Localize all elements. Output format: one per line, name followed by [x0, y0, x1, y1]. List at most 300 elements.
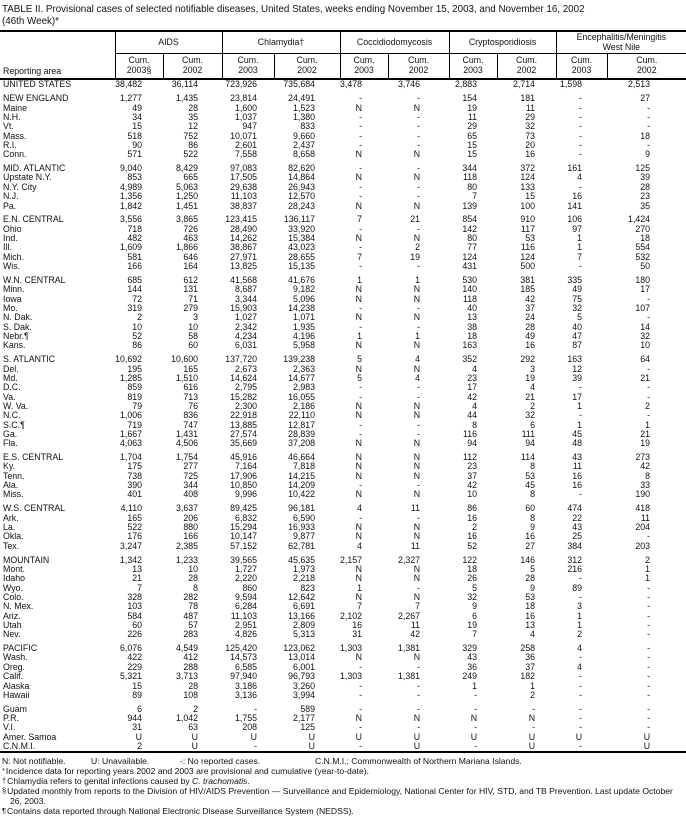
value-cell: 97,083: [230, 163, 258, 174]
footnote-chlamydia: †Chlamydia refers to genital infections caused by C. trachomatis.: [2, 776, 250, 787]
value-cell: -: [579, 680, 583, 691]
value-cell: 7,818: [293, 461, 316, 472]
value-cell: 4: [472, 363, 478, 374]
value-cell: 23,814: [230, 93, 258, 104]
table-title: [0, 0, 686, 30]
value-cell: 11: [640, 512, 651, 523]
value-cell: 181: [520, 93, 536, 104]
row-label: Pa.: [3, 200, 17, 211]
value-cell: 685: [127, 274, 142, 285]
value-cell: 3,556: [119, 214, 142, 225]
value-cell: -: [579, 722, 583, 733]
value-cell: N: [413, 573, 421, 584]
value-cell: 2: [530, 400, 536, 411]
value-cell: -: [417, 121, 421, 132]
row-label: R.I.: [3, 139, 17, 150]
value-cell: 1: [415, 274, 421, 285]
value-cell: 3: [193, 312, 199, 323]
value-cell: -: [579, 652, 583, 663]
value-cell: -: [579, 489, 583, 500]
value-cell: 3,713: [176, 671, 199, 682]
value-cell: 482: [127, 233, 142, 244]
value-cell: N: [355, 340, 363, 351]
value-cell: 20: [525, 139, 536, 150]
value-cell: 408: [183, 489, 199, 500]
column-group-west-nile-line1: Encephalitis/Meningitis: [576, 32, 667, 42]
value-cell: 5: [357, 354, 363, 365]
value-cell: 9,660: [293, 130, 316, 141]
value-cell: -: [647, 363, 651, 374]
table-row: [0, 141, 686, 150]
row-label: V.I.: [3, 722, 16, 733]
value-cell: 2,102: [340, 610, 363, 621]
value-cell: 1,037: [235, 111, 258, 122]
subheader-chlamydia-cum-2002: Cum. 2002: [274, 54, 340, 80]
value-cell: N: [355, 652, 363, 663]
value-cell: 124: [520, 172, 536, 183]
value-cell: 10,692: [115, 354, 142, 365]
table-row: [0, 132, 686, 141]
value-cell: 32: [572, 302, 583, 313]
value-cell: -: [359, 680, 363, 691]
value-cell: 36: [467, 661, 478, 672]
value-cell: 31: [132, 722, 142, 733]
value-cell: 612: [183, 274, 199, 285]
value-cell: 15: [467, 149, 478, 160]
value-cell: N: [413, 200, 421, 211]
value-cell: 2,220: [235, 573, 258, 584]
value-cell: -: [417, 93, 421, 104]
value-cell: U: [575, 731, 583, 742]
value-cell: 77: [467, 242, 478, 253]
value-cell: 24: [525, 312, 536, 323]
value-cell: N: [355, 400, 363, 411]
value-cell: -: [647, 689, 651, 700]
value-cell: 10: [188, 321, 199, 332]
row-label: Ga.: [3, 428, 18, 439]
value-cell: 29,638: [230, 181, 258, 192]
value-cell: 11: [410, 540, 421, 551]
value-cell: 86: [188, 139, 199, 150]
value-cell: 39,565: [230, 554, 258, 565]
value-cell: -: [579, 382, 583, 393]
value-cell: 665: [183, 172, 199, 183]
row-label: Tex.: [3, 540, 20, 551]
value-cell: 16: [352, 619, 363, 630]
value-cell: -: [359, 181, 363, 192]
value-cell: 94: [467, 438, 478, 449]
table-row: [0, 449, 686, 463]
value-cell: U: [643, 741, 651, 752]
value-cell: -: [417, 223, 421, 234]
column-group-chlamydia: Chlamydia†: [222, 31, 340, 54]
value-cell: 78: [188, 601, 199, 612]
value-cell: 14,864: [288, 172, 316, 183]
column-group-coccidiodomycosis: Coccidiodomycosis: [340, 31, 449, 54]
value-cell: 3,994: [293, 689, 316, 700]
value-cell: 32: [467, 591, 478, 602]
value-cell: 117: [521, 223, 536, 234]
value-cell: -: [359, 93, 363, 104]
value-cell: -: [579, 102, 583, 113]
row-label: E.N. CENTRAL: [3, 214, 64, 225]
value-cell: 36: [525, 652, 536, 663]
value-cell: 1,381: [398, 671, 421, 682]
row-label: Mass.: [3, 130, 27, 141]
value-cell: -: [359, 382, 363, 393]
value-cell: 474: [567, 503, 583, 514]
value-cell: 1,600: [235, 102, 258, 113]
value-cell: 1: [577, 233, 583, 244]
value-cell: 16: [572, 470, 583, 481]
value-cell: 166: [183, 531, 199, 542]
value-cell: 133: [520, 181, 536, 192]
value-cell: -: [417, 181, 421, 192]
value-cell: 37: [525, 302, 536, 313]
footnote-aids-update: §Updated monthly from reports to the Division of HIV/AIDS Prevention — Surveillance and Epidemiology, National Center for HIV, STD, and TB Prevention. Last update October 26, 2003.: [2, 786, 673, 807]
value-cell: 28: [188, 573, 199, 584]
table-row: [0, 621, 686, 630]
value-cell: 125: [635, 163, 651, 174]
value-cell: 9: [472, 601, 478, 612]
row-label: N.H.: [3, 111, 21, 122]
value-cell: 146: [520, 554, 536, 565]
value-cell: 27,971: [230, 251, 258, 262]
value-cell: N: [413, 461, 421, 472]
value-cell: N: [413, 591, 421, 602]
value-cell: 11,103: [230, 191, 258, 202]
value-cell: 97,940: [230, 671, 258, 682]
row-label: Utah: [3, 619, 22, 630]
row-label: Amer. Samoa: [3, 731, 57, 742]
value-cell: 125,420: [225, 643, 258, 654]
subheader-cryptosporidiosis-cum-2002: Cum. 2002: [497, 54, 556, 80]
value-cell: -: [359, 419, 363, 430]
legend-not-notifiable: N: Not notifiable.: [2, 756, 66, 767]
value-cell: 8: [193, 582, 199, 593]
value-cell: 279: [183, 302, 199, 313]
table-row: [0, 542, 686, 551]
value-cell: 38: [467, 321, 478, 332]
value-cell: 11: [467, 111, 478, 122]
value-cell: 9: [530, 522, 536, 532]
value-cell: 8: [645, 470, 651, 481]
value-cell: N: [413, 312, 421, 323]
value-cell: 72: [132, 293, 142, 304]
value-cell: 390: [127, 480, 142, 491]
row-label: Miss.: [3, 489, 24, 500]
subheader-west-nile-cum-2003: Cum. 2003: [556, 54, 607, 80]
value-cell: 180: [635, 274, 651, 285]
value-cell: 89,425: [230, 503, 258, 514]
table-row: [0, 304, 686, 313]
value-cell: 12: [188, 121, 199, 132]
value-cell: 532: [635, 251, 651, 262]
value-cell: 854: [462, 214, 478, 225]
value-cell: 114: [521, 452, 536, 463]
value-cell: 175: [127, 461, 142, 472]
value-cell: 34: [132, 111, 142, 122]
footnote-incidence: *Incidence data for reporting years 2002 and 2003 are provisional and cumulative (year-to-date).: [2, 766, 369, 777]
value-cell: 1,435: [176, 93, 199, 104]
value-cell: 42: [640, 461, 651, 472]
value-cell: -: [359, 391, 363, 402]
value-cell: 8,658: [293, 149, 316, 160]
value-cell: -: [647, 531, 651, 542]
value-cell: -: [417, 321, 421, 332]
value-cell: -: [417, 703, 421, 714]
value-cell: 28: [188, 680, 199, 691]
value-cell: 24,491: [288, 93, 316, 104]
value-cell: 103: [127, 601, 142, 612]
value-cell: 616: [183, 382, 199, 393]
value-cell: 80: [467, 181, 478, 192]
value-cell: 2,218: [293, 573, 316, 584]
table-row: [0, 192, 686, 201]
value-cell: 11: [572, 461, 583, 472]
value-cell: -: [647, 610, 651, 621]
value-cell: 23: [640, 191, 651, 202]
value-cell: 14,209: [288, 480, 316, 491]
value-cell: 13: [132, 563, 142, 574]
value-cell: 1,451: [176, 200, 199, 211]
value-cell: 19: [467, 102, 478, 113]
table-row: [0, 682, 686, 691]
table-row: [0, 211, 686, 225]
value-cell: 2,437: [293, 139, 316, 150]
value-cell: 58: [188, 330, 199, 341]
value-cell: 4: [530, 382, 536, 393]
row-label: N.C.: [3, 410, 21, 421]
table-row: [0, 723, 686, 732]
row-label: Ky.: [3, 461, 16, 472]
value-cell: 273: [635, 452, 651, 463]
value-cell: 352: [462, 354, 478, 365]
value-cell: 589: [300, 703, 316, 714]
value-cell: 19: [410, 251, 421, 262]
value-cell: 4: [577, 661, 583, 672]
value-cell: 384: [567, 540, 583, 551]
value-cell: 1,303: [340, 671, 363, 682]
value-cell: 8,429: [176, 163, 199, 174]
row-label: Kans.: [3, 340, 26, 351]
value-cell: 11,103: [230, 610, 258, 621]
value-cell: 522: [183, 149, 199, 160]
value-cell: 1,704: [119, 452, 142, 463]
value-cell: N: [413, 284, 421, 295]
value-cell: -: [647, 643, 651, 654]
value-cell: 2: [577, 629, 583, 640]
value-cell: 1,973: [293, 563, 316, 574]
value-cell: 16: [467, 531, 478, 542]
value-cell: 6,585: [235, 661, 258, 672]
value-cell: 2,983: [293, 382, 316, 393]
value-cell: 21: [640, 372, 651, 383]
value-cell: 49: [572, 284, 583, 295]
table-row: [0, 393, 686, 402]
value-cell: 49: [525, 330, 536, 341]
value-cell: 40: [467, 302, 478, 313]
value-cell: N: [355, 293, 363, 304]
value-cell: 19: [525, 372, 536, 383]
value-cell: 3,260: [293, 680, 316, 691]
row-label: Wis.: [3, 261, 21, 272]
value-cell: -: [579, 591, 583, 602]
table-row: [0, 183, 686, 192]
value-cell: 9: [645, 149, 651, 160]
value-cell: 9: [530, 582, 536, 593]
value-cell: 5: [357, 372, 363, 383]
value-cell: 7: [357, 251, 363, 262]
value-cell: 118: [463, 172, 478, 183]
value-cell: 35: [640, 200, 651, 211]
row-label: Alaska: [3, 680, 30, 691]
value-cell: N: [413, 149, 421, 160]
value-cell: -: [474, 722, 478, 733]
value-cell: 4: [577, 172, 583, 183]
value-cell: 719: [127, 419, 142, 430]
value-cell: 3,637: [176, 503, 199, 514]
value-cell: 5,063: [176, 181, 199, 192]
value-cell: N: [413, 172, 421, 183]
value-cell: 41,568: [230, 274, 258, 285]
value-cell: 39: [572, 372, 583, 383]
value-cell: N: [355, 172, 363, 183]
value-cell: 123,415: [225, 214, 258, 225]
value-cell: -: [579, 689, 583, 700]
table-row: [0, 640, 686, 654]
table-row: [0, 742, 686, 752]
value-cell: 8,687: [235, 284, 258, 295]
value-cell: 7: [472, 629, 478, 640]
row-label: Hawaii: [3, 689, 30, 700]
value-cell: 6: [472, 610, 478, 621]
value-cell: 726: [183, 223, 199, 234]
subheader-chlamydia-cum-2003: Cum. 2003: [222, 54, 274, 80]
value-cell: 185: [520, 284, 536, 295]
row-label: PACIFIC: [3, 643, 38, 654]
value-cell: 1,727: [235, 563, 258, 574]
value-cell: -: [579, 111, 583, 122]
row-label: N. Dak.: [3, 312, 33, 323]
value-cell: N: [355, 522, 363, 532]
value-cell: 500: [520, 261, 536, 272]
value-cell: 37: [467, 470, 478, 481]
value-cell: -: [647, 722, 651, 733]
row-label: MOUNTAIN: [3, 554, 50, 565]
row-label: N.Y. City: [3, 181, 37, 192]
value-cell: N: [413, 438, 421, 449]
value-cell: -: [417, 512, 421, 523]
value-cell: -: [474, 741, 478, 752]
value-cell: 2,267: [398, 610, 421, 621]
value-cell: 122: [462, 554, 478, 565]
value-cell: 80: [467, 233, 478, 244]
value-cell: 23: [467, 461, 478, 472]
value-cell: 1,609: [119, 242, 142, 253]
value-cell: 53: [525, 233, 536, 244]
value-cell: 2: [645, 554, 651, 565]
value-cell: 47: [572, 330, 583, 341]
table-row: [0, 593, 686, 602]
value-cell: -: [359, 741, 363, 752]
value-cell: -: [647, 591, 651, 602]
table-row: [0, 514, 686, 523]
value-cell: 8: [530, 512, 536, 523]
table-row: [0, 243, 686, 252]
value-cell: 1: [577, 400, 583, 411]
value-cell: 1: [577, 419, 583, 430]
value-cell: N: [355, 461, 363, 472]
value-cell: 18: [467, 563, 478, 574]
value-cell: 71: [188, 293, 199, 304]
header-group-row: [0, 31, 686, 54]
value-cell: 82,620: [288, 163, 316, 174]
value-cell: 13,166: [288, 610, 316, 621]
value-cell: 176: [127, 531, 142, 542]
value-cell: N: [355, 312, 363, 323]
value-cell: 4,196: [293, 330, 316, 341]
value-cell: 2,342: [235, 321, 258, 332]
value-cell: 2: [137, 741, 142, 752]
value-cell: 25: [572, 531, 583, 542]
value-cell: -: [359, 661, 363, 672]
value-cell: 4,989: [119, 181, 142, 192]
value-cell: -: [359, 302, 363, 313]
value-cell: 258: [520, 643, 536, 654]
value-cell: 4: [357, 503, 363, 514]
value-cell: U: [308, 731, 316, 742]
footnote-nedss: ¶Contains data reported through National Electronic Disease Surveillance System (NEDSS).: [2, 806, 354, 817]
value-cell: 52: [467, 540, 478, 551]
value-cell: 2,883: [455, 79, 478, 90]
value-cell: 522: [127, 522, 142, 532]
value-cell: N: [413, 340, 421, 351]
value-cell: 571: [127, 149, 142, 160]
value-cell: 16: [525, 149, 536, 160]
value-cell: 90: [132, 139, 142, 150]
table-row: [0, 490, 686, 499]
table-row: [0, 160, 686, 174]
value-cell: U: [413, 731, 421, 742]
table-row: [0, 253, 686, 262]
table-title-line1: TABLE II. Provisional cases of selected notifiable diseases, United States, weeks ending November 15, 2003, and November 16, 2002: [2, 4, 585, 15]
value-cell: 2,601: [235, 139, 258, 150]
value-cell: 372: [520, 163, 536, 174]
row-label: Ill.: [3, 242, 12, 253]
value-cell: -: [579, 713, 583, 724]
value-cell: 17,505: [230, 172, 258, 183]
table-row: [0, 532, 686, 541]
value-cell: 1,523: [293, 102, 316, 113]
value-cell: 581: [127, 251, 142, 262]
value-cell: 422: [127, 652, 142, 663]
value-cell: 853: [127, 172, 142, 183]
value-cell: 37,208: [288, 438, 316, 449]
value-cell: 646: [183, 251, 199, 262]
value-cell: -: [417, 480, 421, 491]
value-cell: 910: [520, 214, 536, 225]
value-cell: 43,023: [288, 242, 316, 253]
value-cell: N: [413, 102, 421, 113]
legend-row: [2, 756, 684, 766]
subheader-west-nile-cum-2002: Cum. 2002: [607, 54, 686, 80]
value-cell: -: [417, 302, 421, 313]
value-cell: N: [528, 713, 536, 724]
value-cell: 2: [530, 689, 536, 700]
row-label: S. ATLANTIC: [3, 354, 56, 365]
row-label: Iowa: [3, 293, 22, 304]
